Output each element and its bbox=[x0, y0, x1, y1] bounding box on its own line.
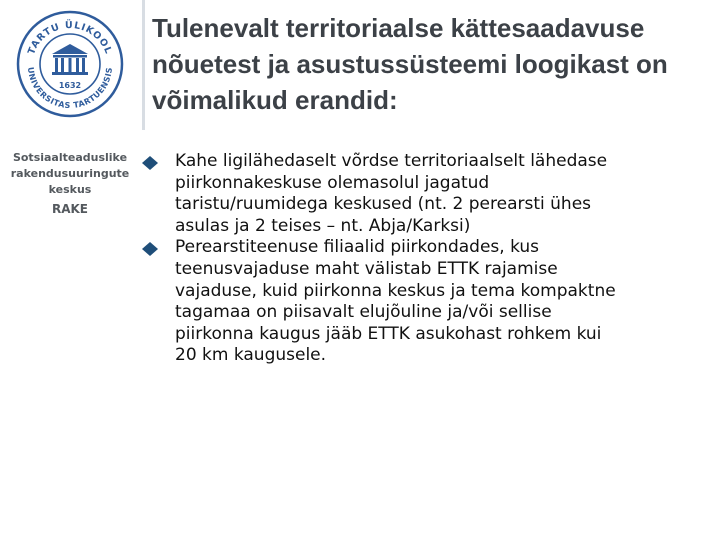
institution-short-name: RAKE bbox=[51, 202, 89, 216]
diamond-bullet-icon bbox=[142, 156, 158, 170]
institution-name bbox=[4, 150, 136, 198]
title-line: Tulenevalt territoriaalse kättesaadavuse bbox=[152, 13, 645, 43]
institution-name-line: rakendusuuringute bbox=[10, 167, 130, 180]
bullet-line: Kahe ligilähedaselt võrdse territoriaalselt lähedase bbox=[175, 151, 608, 171]
bullet-item bbox=[142, 151, 702, 237]
bullet-line: taristu/ruumidega keskused (nt. 2 perearsti ühes bbox=[175, 194, 592, 215]
diamond-bullet-icon bbox=[142, 242, 158, 256]
institution-name-line: Sotsiaalteaduslike bbox=[12, 151, 128, 164]
slide-title bbox=[152, 10, 712, 118]
sidebar bbox=[0, 0, 140, 540]
title-line: nõuetest ja asustussüsteemi loogikast on bbox=[152, 49, 668, 79]
university-seal-logo bbox=[16, 8, 124, 120]
seal-year: 1632 bbox=[58, 81, 82, 90]
bullet-line: tagamaa on piisavalt elujõuline ja/või sellise bbox=[175, 302, 552, 323]
bullet-line: Perearstiteenuse filiaalid piirkondades, kus bbox=[175, 237, 540, 258]
seal-text-bottom: UNIVERSITAS TARTUENSIS bbox=[25, 66, 115, 111]
bullet-line: piirkonnakeskuse olemasolul jagatud bbox=[175, 172, 490, 193]
bullet-list bbox=[142, 151, 702, 367]
bullet-item bbox=[142, 237, 702, 367]
bullet-line: piirkonna kaugus jääb ETTK asukohast rohkem kui bbox=[175, 323, 602, 344]
institution-name-line: keskus bbox=[48, 183, 92, 196]
bullet-line: vajaduse, kuid piirkonna keskus ja tema kompaktne bbox=[175, 280, 616, 301]
seal-text-top: TARTU ÜLIKOOL bbox=[26, 19, 114, 57]
bullet-line: asulas ja 2 teises – nt. Abja/Karksi) bbox=[175, 215, 471, 236]
building-icon bbox=[52, 44, 88, 75]
bullet-line: teenusvajaduse maht välistab ETTK rajamise bbox=[175, 258, 558, 279]
bullet-line: 20 km kaugusele. bbox=[175, 345, 327, 366]
title-line: võimalikud erandid: bbox=[152, 85, 398, 115]
sidebar-divider bbox=[142, 0, 145, 130]
